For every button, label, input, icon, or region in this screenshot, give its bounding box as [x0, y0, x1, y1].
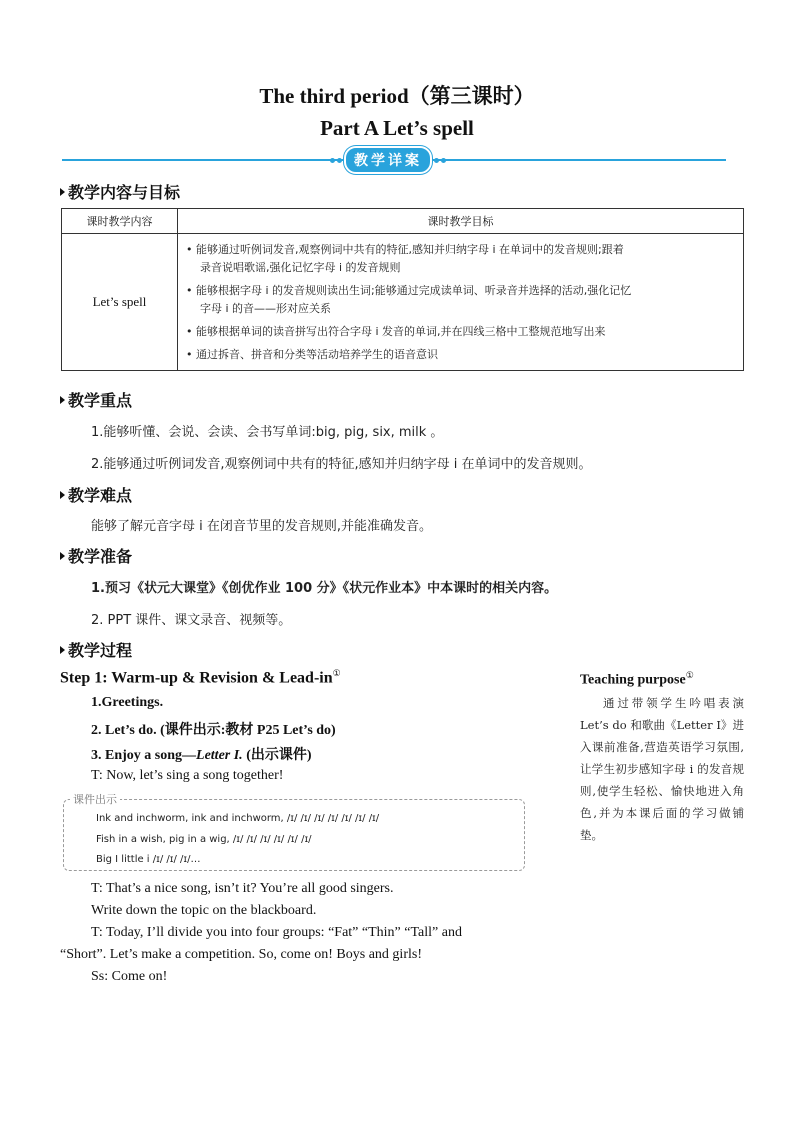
song-line: Ink and inchworm, ink and inchworm, /ɪ/ /ɪ/ /ɪ/ /ɪ/ /ɪ/ /ɪ/ /ɪ/ [96, 813, 380, 824]
section-heading-process: 教学过程 [60, 638, 132, 661]
dialog-line: Ss: Come on! [91, 969, 168, 984]
dialog-line: T: Now, let’s sing a song together! [91, 768, 284, 783]
triangle-icon [60, 646, 65, 654]
dialog-line: Write down the topic on the blackboard. [91, 903, 317, 918]
table-header-content: 课时教学内容 [62, 209, 178, 234]
step1-greetings: 1.Greetings. [91, 695, 164, 710]
preparation-1: 1.预习《状元大课堂》《创优作业 100 分》《状元作业本》中本课时的相关内容。 [91, 581, 558, 596]
section-heading-key-points: 教学重点 [60, 388, 132, 411]
step1-title: Step 1: Warm-up & Revision & Lead-in① [60, 668, 341, 687]
triangle-icon [60, 491, 65, 499]
triangle-icon [60, 396, 65, 404]
table-cell-goals [178, 234, 744, 371]
section-heading-preparation: 教学准备 [60, 544, 132, 567]
table-row [62, 234, 744, 371]
bullet-icon: • [186, 348, 193, 361]
goal-item: • 能够通过听例词发音,观察例词中共有的特征,感知并归纳字母 i 在单词中的发音规则;跟着 录音说唱歌谣,强化记忆字母 i 的发音规则 [186, 243, 624, 274]
key-point-1: 1.能够听懂、会说、会读、会书写单词:big, pig, six, milk 。 [91, 425, 444, 440]
key-point-2: 2.能够通过听例词发音,观察例词中共有的特征,感知并归纳字母 i 在单词中的发音规则。 [91, 457, 592, 472]
goal-item: • 能够根据字母 i 的发音规则读出生词;能够通过完成读单词、听录音并选择的活动,强化记忆 字母 i 的音——形对应关系 [186, 284, 632, 315]
page-subtitle: Part A Let’s spell [320, 116, 474, 140]
section-heading-content-goals: 教学内容与目标 [60, 180, 180, 203]
table-cell-content: Let’s spell [62, 234, 178, 371]
goal-item: • 能够根据单词的读音拼写出符合字母 i 发音的单词,并在四线三格中工整规范地写出来 [178, 320, 743, 343]
teaching-purpose-text: 通过带领学生吟唱表演 Let’s do 和歌曲《Letter I》进入课前准备,营造英语学习氛围,让学生初步感知字母 i 的发音规则,使学生轻松、愉快地进入角色,并为本课后面的学习做铺垫。 [580, 696, 744, 842]
triangle-icon [60, 188, 65, 196]
song-line: Big I little i /ɪ/ /ɪ/ /ɪ/… [96, 854, 201, 865]
banner [326, 147, 450, 173]
goals-table [61, 208, 744, 371]
difficulty-text: 能够了解元音字母 i 在闭音节里的发音规则,并能准确发音。 [91, 519, 433, 534]
dialog-line: T: Today, I’ll divide you into four groups: “Fat” “Thin” “Tall” and [91, 925, 462, 940]
section-heading-difficulties: 教学难点 [60, 483, 132, 506]
bullet-icon: • [186, 243, 193, 256]
teaching-purpose-title: Teaching purpose① [580, 670, 694, 688]
song-line: Fish in a wish, pig in a wig, /ɪ/ /ɪ/ /ɪ/ /ɪ/ /ɪ/ /ɪ/ [96, 834, 312, 845]
dialog-line: T: That’s a nice song, isn’t it? You’re all good singers. [91, 881, 394, 896]
dot-icon [441, 158, 446, 163]
banner-label: 教学详案 [344, 146, 432, 174]
step1-enjoy-song: 3. Enjoy a song—Letter I. (出示课件) [91, 748, 312, 763]
table-header-row [62, 209, 744, 234]
dialog-line: “Short”. Let’s make a competition. So, come on! Boys and girls! [60, 947, 422, 962]
preparation-2: 2. PPT 课件、课文录音、视频等。 [91, 613, 292, 628]
dot-icon [337, 158, 342, 163]
step1-lets-do: 2. Let’s do. (课件出示:教材 P25 Let’s do) [91, 723, 336, 738]
dot-icon [330, 158, 335, 163]
bullet-icon: • [186, 325, 193, 338]
triangle-icon [60, 552, 65, 560]
table-header-goals: 课时教学目标 [178, 209, 744, 234]
goal-item: • 通过拆音、拼音和分类等活动培养学生的语音意识 [178, 343, 743, 366]
page-title: The third period（第三课时） [259, 84, 535, 108]
bullet-icon: • [186, 284, 193, 297]
courseware-box-label: 课件出示 [70, 791, 120, 807]
dot-icon [434, 158, 439, 163]
